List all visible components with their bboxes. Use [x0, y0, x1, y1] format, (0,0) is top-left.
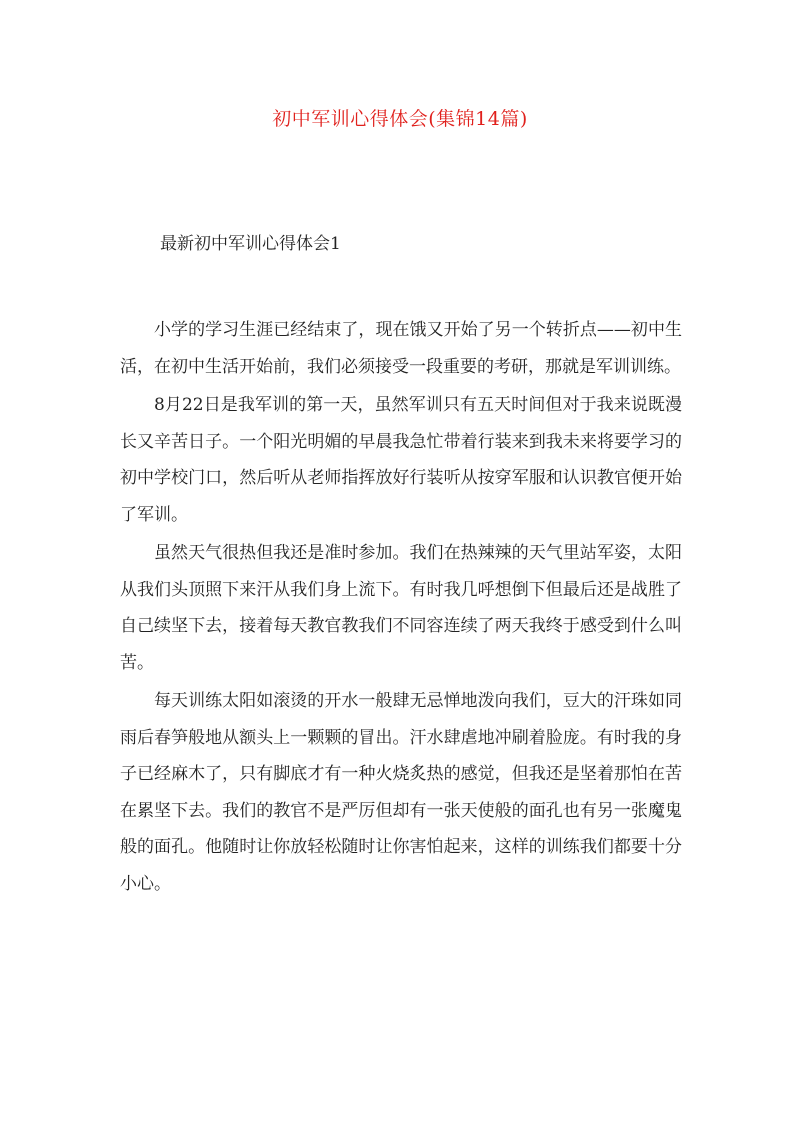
paragraph: 8月22日是我军训的第一天，虽然军训只有五天时间但对于我来说既漫长又辛苦日子。一个阳光明媚的早晨我急忙带着行装来到我未来将要学习的初中学校门口，然后听从老师指挥放好行装听从按穿军服和认识教官便开始了军训。	[120, 395, 682, 525]
document-title: 初中军训心得体会(集锦14篇)	[272, 108, 528, 130]
paragraph: 小学的学习生涯已经结束了，现在饿又开始了另一个转折点——初中生活，在初中生活开始前，我们必须接受一段重要的考研，那就是军训训练。	[120, 320, 682, 377]
paragraph: 每天训练太阳如滚烫的开水一般肆无忌惮地泼向我们，豆大的汗珠如同雨后春笋般地从额头上一颗颗的冒出。汗水肆虐地冲刷着脸庞。有时我的身子已经麻木了，只有脚底才有一种火烧炙热的感觉，但我还是坚着那怕在苦在累坚下去。我们的教官不是严厉但却有一张天使般的面孔也有另一张魔鬼般的面孔。他随时让你放轻松随时让你害怕起来，这样的训练我们都要十分小心。	[120, 691, 682, 894]
section-heading: 最新初中军训心得体会1	[160, 234, 341, 254]
document-body	[120, 312, 682, 904]
paragraph: 虽然天气很热但我还是准时参加。我们在热辣辣的天气里站军姿，太阳从我们头顶照下来汗从我们身上流下。有时我几呼想倒下但最后还是战胜了自己续坚下去，接着每天教官教我们不同容连续了两天我终于感受到什么叫苦。	[120, 543, 682, 673]
